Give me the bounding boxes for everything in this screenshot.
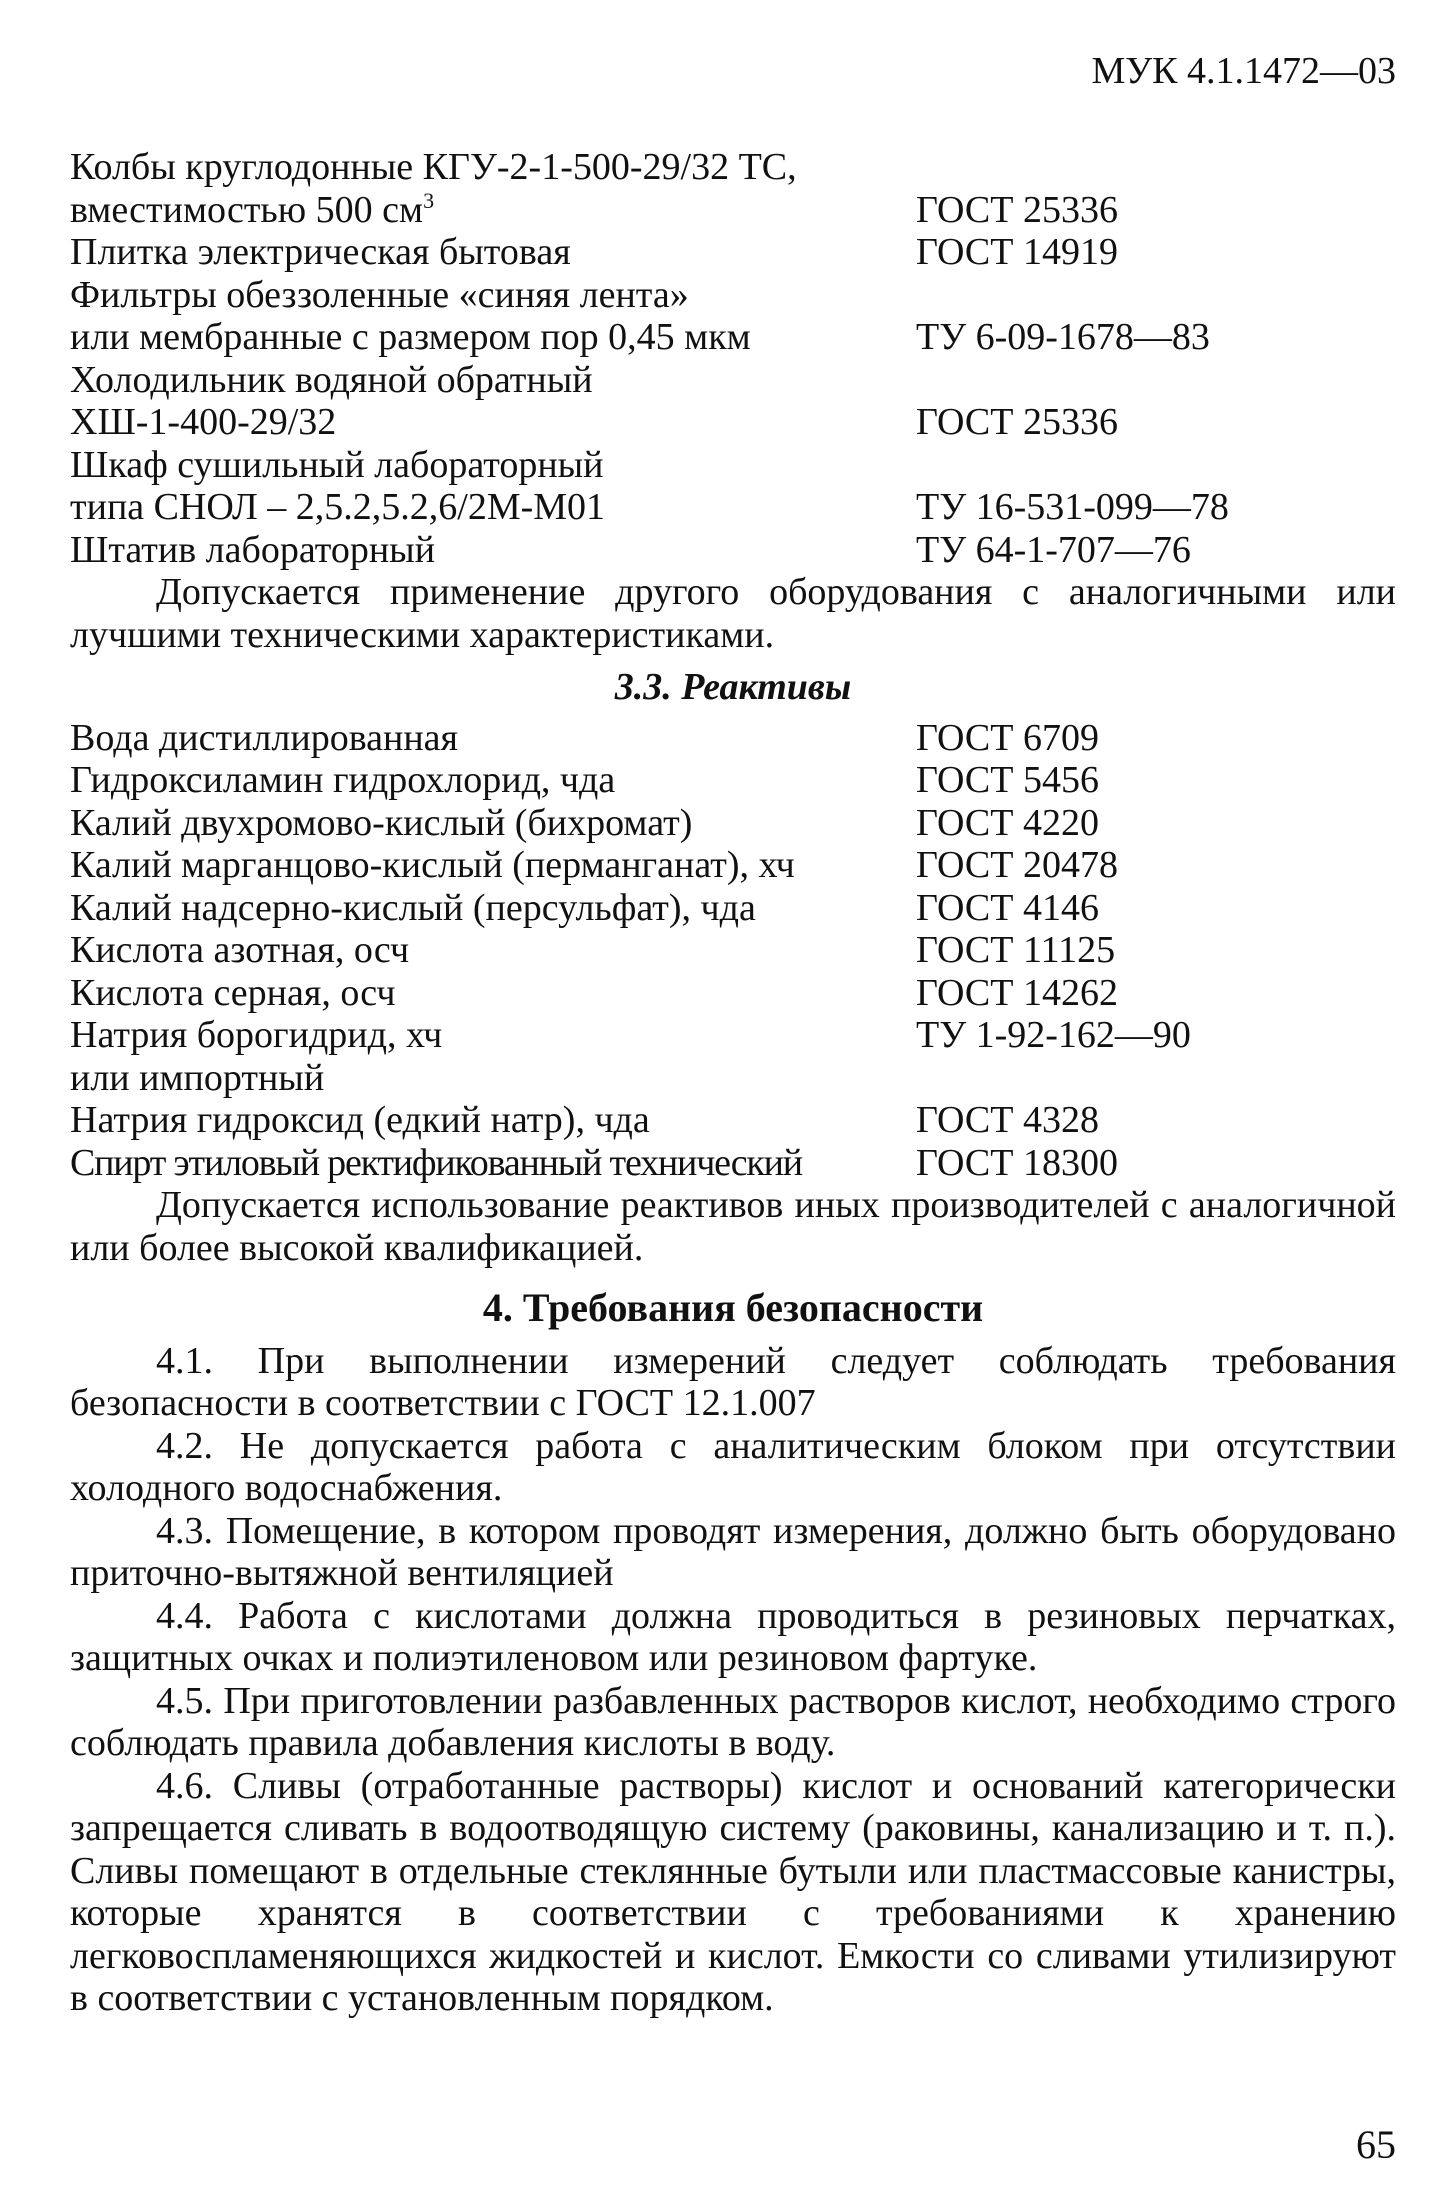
reagent-standard: ТУ 1-92-162—90: [916, 1014, 1191, 1056]
equipment-name-cont: или мембранные с размером пор 0,45 мкм: [70, 316, 751, 358]
reagents-list: [70, 717, 1396, 1185]
equipment-name-cont: типа СНОЛ – 2,5.2,5.2,6/2М-М01: [70, 486, 606, 528]
reagent-item: [70, 1099, 1396, 1142]
reagent-item: [70, 717, 1396, 760]
equipment-item: [70, 146, 1396, 189]
reagent-name: Гидроксиламин гидрохлорид, чда: [70, 759, 616, 801]
safety-title: 4. Требования безопасности: [482, 1285, 984, 1330]
reagent-standard: ГОСТ 20478: [916, 844, 1118, 886]
equipment-name: Плитка электрическая бытовая: [70, 231, 571, 273]
equipment-standard: ТУ 16-531-099—78: [916, 486, 1229, 528]
reagent-standard: ГОСТ 11125: [916, 929, 1116, 971]
reagent-item: [70, 887, 1396, 930]
equipment-item-continued: [70, 316, 1396, 359]
equipment-standard: ГОСТ 14919: [916, 231, 1118, 273]
reagent-name: Кислота азотная, осч: [70, 929, 410, 971]
reagent-standard: ГОСТ 18300: [916, 1141, 1118, 1184]
safety-paragraph: 4.3. Помещение, в котором проводят измерения, должно быть оборудовано приточно-вытяжной вентиляцией: [70, 1509, 1396, 1594]
equipment-standard: ТУ 6-09-1678—83: [916, 316, 1210, 358]
reagent-item: [70, 1057, 1396, 1100]
reagent-name: Кислота серная, осч: [70, 971, 396, 1014]
reagent-standard: ГОСТ 5456: [916, 759, 1099, 801]
equipment-item: [70, 444, 1396, 487]
equipment-name-cont: ХШ-1-400-29/32: [70, 401, 337, 443]
equipment-standard: ГОСТ 25336: [916, 401, 1118, 443]
reagent-item: [70, 972, 1396, 1015]
equipment-item-continued: [70, 189, 1396, 232]
equipment-name: Штатив лабораторный: [70, 528, 436, 571]
reagent-item: [70, 1014, 1396, 1057]
reagents-note: Допускается использование реактивов иных производителей с аналогичной или более высокой квалификацией.: [70, 1184, 1396, 1269]
reagent-item: [70, 759, 1396, 802]
reagent-name: Спирт этиловый ректификованный технический: [70, 1141, 802, 1184]
safety-paragraph: 4.5. При приготовлении разбавленных растворов кислот, необходимо строго соблюдать правила добавления кислоты в воду.: [70, 1679, 1396, 1764]
equipment-item: [70, 274, 1396, 317]
equipment-item-continued: [70, 486, 1396, 529]
safety-paragraph: 4.4. Работа с кислотами должна проводиться в резиновых перчатках, защитных очках и полиэтиленовом или резиновом фартуке.: [70, 1594, 1396, 1679]
reagent-standard: ГОСТ 4220: [916, 801, 1099, 844]
reagent-name: Натрия гидроксид (едкий натр), чда: [70, 1099, 650, 1141]
equipment-name-text: вместимостью 500 см: [70, 188, 424, 231]
reagents-title: 3.3. Реактивы: [614, 666, 852, 708]
safety-paragraph: 4.2. Не допускается работа с аналитическим блоком при отсутствии холодного водоснабжения.: [70, 1424, 1396, 1509]
reagent-item: [70, 1142, 1396, 1185]
reagent-standard: ГОСТ 4146: [916, 886, 1099, 929]
reagent-standard: ГОСТ 4328: [916, 1099, 1099, 1141]
reagent-standard: ГОСТ 14262: [916, 971, 1118, 1014]
reagent-name: или импортный: [70, 1056, 325, 1099]
page-body: [70, 146, 1396, 2020]
doc-code-header: МУК 4.1.1472—03: [1091, 50, 1396, 92]
equipment-name: Колбы круглодонные КГУ-2-1-500-29/32 ТС,: [70, 146, 797, 188]
equipment-name: Фильтры обеззоленные «синяя лента»: [70, 273, 689, 316]
reagent-item: [70, 802, 1396, 845]
equipment-list: [70, 146, 1396, 571]
safety-paragraph: 4.6. Сливы (отработанные растворы) кислот и оснований категорически запрещается сливать в водоотводящую систему (раковины, канализацию и т. п.). Сливы помещают в отдельные стеклянные бутыли или пластмассовые канистры, которые хранятся в соответствии с требованиями к хранению легковоспламеняющихся жидкостей и кислот. Емкости со сливами утилизируют в соответствии с установленным порядком.: [70, 1764, 1396, 2019]
superscript: 3: [423, 187, 435, 213]
page-number: 65: [1356, 2122, 1396, 2167]
equipment-item-continued: [70, 401, 1396, 444]
reagent-name: Натрия борогидрид, хч: [70, 1014, 443, 1056]
equipment-name: Холодильник водяной обратный: [70, 358, 593, 401]
equipment-name: Шкаф сушильный лабораторный: [70, 443, 604, 486]
equipment-note: Допускается применение другого оборудования с аналогичными или лучшими техническими характеристиками.: [70, 571, 1396, 656]
equipment-standard: ТУ 64-1-707—76: [916, 528, 1191, 571]
reagent-name: Калий марганцово-кислый (перманганат), хч: [70, 844, 795, 886]
safety-paragraph: 4.1. При выполнении измерений следует соблюдать требования безопасности в соответствии с ГОСТ 12.1.007: [70, 1339, 1396, 1424]
equipment-name-cont: [70, 189, 916, 232]
equipment-standard: ГОСТ 25336: [916, 188, 1118, 231]
equipment-item: [70, 359, 1396, 402]
reagent-name: Вода дистиллированная: [70, 716, 459, 759]
reagent-standard: ГОСТ 6709: [916, 716, 1099, 759]
reagent-name: Калий надсерно-кислый (персульфат), чда: [70, 886, 756, 929]
reagent-item: [70, 844, 1396, 887]
equipment-item: [70, 231, 1396, 274]
reagent-item: [70, 929, 1396, 972]
reagent-name: Калий двухромово-кислый (бихромат): [70, 801, 693, 844]
equipment-item: [70, 529, 1396, 572]
